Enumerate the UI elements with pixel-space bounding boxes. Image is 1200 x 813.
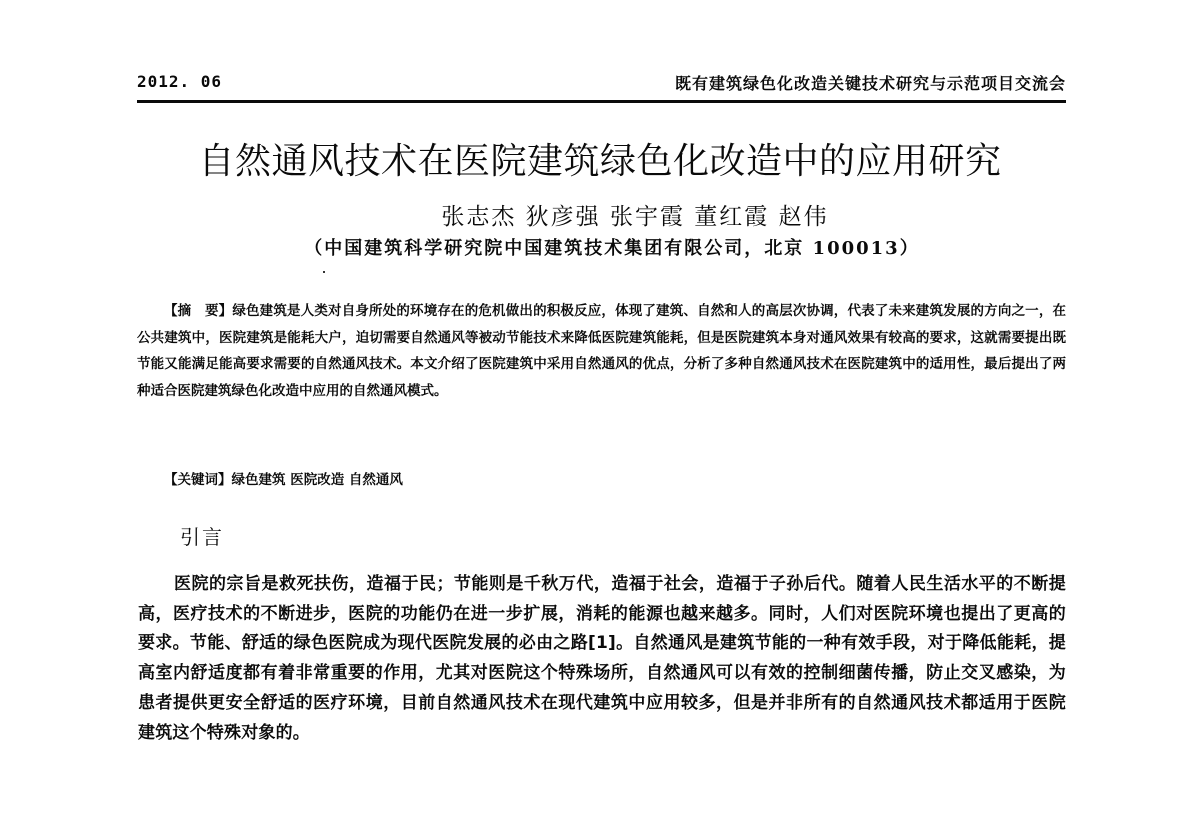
author-affiliation: （中国建筑科学研究院中国建筑技术集团有限公司，北京 100013） — [304, 238, 920, 259]
section-heading-introduction: 引言 — [180, 525, 224, 549]
keywords-line: 【关键词】绿色建筑 医院改造 自然通风 — [164, 472, 403, 488]
abstract-paragraph: 【摘 要】绿色建筑是人类对自身所处的环境存在的危机做出的积极反应，体现了建筑、自然和人的高层次协调，代表了未来建筑发展的方向之一，在公共建筑中，医院建筑是能耗大户，迫切需要自然通风等被动节能技术来降低医院建筑能耗，但是医院建筑本身对通风效果有较高的要求，这就需要提出既节能又能满足能高要求需要的自然通风技术。本文介绍了医院建筑中采用自然通风的优点，分析了多种自然通风技术在医院建筑中的适用性，最后提出了两种适合医院建筑绿色化改造中应用的自然通风模式。 — [137, 303, 1066, 399]
journal-name: 既有建筑绿色化改造关键技术研究与示范项目交流会 — [674, 74, 1066, 93]
introduction-paragraph: 医院的宗旨是救死扶伤，造福于民；节能则是千秋万代，造福于社会，造福于子孙后代。随着人民生活水平的不断提高，医疗技术的不断进步，医院的功能仍在进一步扩展，消耗的能源也越来越多。同时，人们对医院环境也提出了更高的要求。节能、舒适的绿色医院成为现代医院发展的必由之路[1]。自然通风是建筑节能的一种有效手段，对于降低能耗，提高室内舒适度都有着非常重要的作用，尤其对医院这个特殊场所，自然通风可以有效的控制细菌传播，防止交叉感染，为患者提供更安全舒适的医疗环境，目前自然通风技术在现代建筑中应用较多，但是并非所有的自然通风技术都适用于医院建筑这个特殊对象的。 — [138, 574, 1066, 743]
issue-date: 2012. 06 — [137, 72, 223, 91]
scan-speck — [323, 271, 325, 273]
running-header — [137, 66, 1066, 96]
header-rule — [137, 100, 1066, 103]
author-list: 张志杰 狄彦强 张宇霞 董红霞 赵伟 — [441, 204, 829, 230]
paper-title: 自然通风技术在医院建筑绿色化改造中的应用研究 — [198, 141, 1002, 182]
